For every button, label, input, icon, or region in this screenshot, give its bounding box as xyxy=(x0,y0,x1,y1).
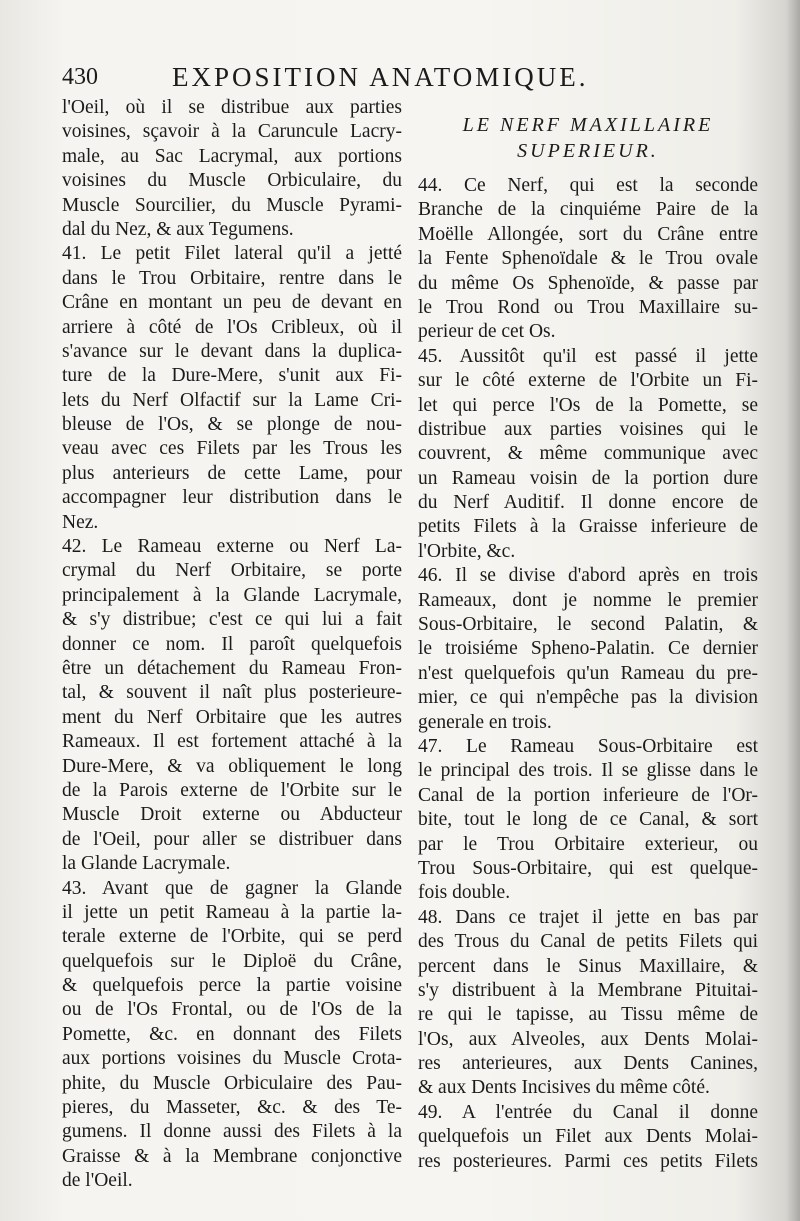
page-number: 430 xyxy=(62,64,98,90)
text-line: Rameaux. Il est fortement attaché à la xyxy=(62,731,402,753)
text-line: donner ce nom. Il paroît quelquefois xyxy=(62,633,402,655)
text-line: 43. Avant que de gagner la Glande xyxy=(62,877,402,899)
text-line: de l'Oeil, pour aller se distribuer dans xyxy=(62,828,402,850)
text-line: le troisiéme Spheno-Palatin. Ce dernier xyxy=(418,638,758,660)
text-line: le Trou Rond ou Trou Maxillaire su- xyxy=(418,296,758,318)
text-line: sur le côté externe de l'Orbite un Fi- xyxy=(418,370,758,392)
text-line: de l'Oeil. xyxy=(62,1170,133,1192)
text-line: pieres, du Masseter, &c. & des Te- xyxy=(62,1097,402,1119)
text-line: res anterieures, aux Dents Canines, xyxy=(418,1053,758,1075)
text-line: ture de la Dure-Mere, s'unit aux Fi- xyxy=(62,365,402,387)
page-edge-shadow xyxy=(786,0,800,1221)
text-line: petits Filets à la Graisse inferieure de xyxy=(418,516,758,538)
text-line: 46. Il se divise d'abord après en trois xyxy=(418,565,758,587)
text-line: s'y distribuent à la Membrane Pituitai- xyxy=(418,979,758,1001)
text-line: plus anterieurs de cette Lame, pour xyxy=(62,462,402,484)
text-line: tal, & souvent il naît plus posterieure- xyxy=(62,682,402,704)
text-line: couvrent, & même communique avec xyxy=(418,443,758,465)
text-line: 45. Aussitôt qu'il est passé il jette xyxy=(418,345,758,367)
text-line: 47. Le Rameau Sous-Orbitaire est xyxy=(418,735,758,757)
text-line: Nez. xyxy=(62,511,99,533)
text-line: percent dans le Sinus Maxillaire, & xyxy=(418,955,758,977)
text-line: le principal des trois. Il se glisse dans le xyxy=(418,760,758,782)
text-line: lets du Nerf Olfactif sur la Lame Cri- xyxy=(62,389,402,411)
text-line: veau avec ces Filets par les Trous les xyxy=(62,438,402,460)
text-line: Branche de la cinquiéme Paire de la xyxy=(418,199,758,221)
text-line: Pomette, &c. en donnant des Filets xyxy=(62,1023,402,1045)
page-header xyxy=(62,62,642,96)
text-line: generale en trois. xyxy=(418,711,552,733)
text-line: distribue aux parties voisines qui le xyxy=(418,418,758,440)
text-line: de la Parois externe de l'Orbite sur le xyxy=(62,779,402,801)
text-line: il jette un petit Rameau à la partie la- xyxy=(62,901,402,923)
text-line: 48. Dans ce trajet il jette en bas par xyxy=(418,906,758,928)
text-line: l'Os, aux Alveoles, aux Dents Molai- xyxy=(418,1028,758,1050)
text-line: du même Os Sphenoïde, & passe par xyxy=(418,272,758,294)
left-column xyxy=(62,96,402,1194)
text-line: quelquefois sur le Diploë du Crâne, xyxy=(62,950,402,972)
text-line: Trou Sous-Orbitaire, qui est quelque- xyxy=(418,857,758,879)
text-line: Rameaux, dont je nomme le premier xyxy=(418,589,758,611)
text-line: let qui perce l'Os de la Pomette, se xyxy=(418,394,758,416)
text-line: Muscle Sourcilier, du Muscle Pyrami- xyxy=(62,194,402,216)
text-line: la Fente Sphenoïdale & le Trou ovale xyxy=(418,248,758,270)
text-line: 42. Le Rameau externe ou Nerf La- xyxy=(62,536,402,558)
text-line: Muscle Droit externe ou Abducteur xyxy=(62,804,402,826)
text-line: 49. A l'entrée du Canal il donne xyxy=(418,1101,758,1123)
text-line: aux portions voisines du Muscle Crota- xyxy=(62,1048,402,1070)
text-line: bleuse de l'Os, & se plonge de nou- xyxy=(62,414,402,436)
text-line: n'est quelquefois qu'un Rameau du pre- xyxy=(418,662,758,684)
text-line: male, au Sac Lacrymal, aux portions xyxy=(62,145,402,167)
text-line: voisines du Muscle Orbiculaire, du xyxy=(62,170,402,192)
right-column-text xyxy=(418,174,758,1174)
text-line: dans le Trou Orbitaire, rentre dans le xyxy=(62,267,402,289)
text-line: voisines, sçavoir à la Caruncule Lacry- xyxy=(62,121,402,143)
text-line: crymal du Nerf Orbitaire, se porte xyxy=(62,560,402,582)
text-line: gumens. Il donne aussi des Filets à la xyxy=(62,1121,402,1143)
section-title-continued: SUPERIEUR. xyxy=(517,140,659,162)
text-line: res posterieures. Parmi ces petits Filets xyxy=(418,1150,758,1172)
text-line: & aux Dents Incisives du même côté. xyxy=(418,1077,710,1099)
text-line: s'avance sur le devant dans la duplica- xyxy=(62,340,402,362)
text-line: ou de l'Os Frontal, ou de l'Os de la xyxy=(62,999,402,1021)
text-line: ment du Nerf Orbitaire que les autres xyxy=(62,706,402,728)
text-line: Canal de la portion inferieure de l'Or- xyxy=(418,784,758,806)
text-line: bite, tout le long de ce Canal, & sort xyxy=(418,809,758,831)
text-line: phite, du Muscle Orbiculaire des Pau- xyxy=(62,1072,402,1094)
text-line: Sous-Orbitaire, le second Palatin, & xyxy=(418,614,758,636)
text-line: re qui le tapisse, au Tissu même de xyxy=(418,1004,758,1026)
text-line: fois double. xyxy=(418,882,511,904)
text-line: Moëlle Allongée, sort du Crâne entre xyxy=(418,223,758,245)
text-line: être un détachement du Rameau Fron- xyxy=(62,657,402,679)
text-line: mier, ce qui n'empêche pas la division xyxy=(418,687,758,709)
right-column xyxy=(418,112,758,1174)
text-line: perieur de cet Os. xyxy=(418,321,556,343)
text-line: & quelquefois perce la partie voisine xyxy=(62,975,402,997)
text-line: dal du Nez, & aux Tegumens. xyxy=(62,218,294,240)
text-line: arriere à côté de l'Os Cribleux, où il xyxy=(62,316,402,338)
text-line: 44. Ce Nerf, qui est la seconde xyxy=(418,175,758,196)
text-line: accompagner leur distribution dans le xyxy=(62,487,402,509)
text-line: quelquefois un Filet aux Dents Molai- xyxy=(418,1126,758,1148)
text-line: terale externe de l'Orbite, qui se perd xyxy=(62,926,402,948)
text-line: Dure-Mere, & va obliquement le long xyxy=(62,755,402,777)
text-line: la Glande Lacrymale. xyxy=(62,853,231,875)
text-line: par le Trou Orbitaire exterieur, ou xyxy=(418,833,758,855)
section-title: LE NERF MAXILLAIRE xyxy=(462,114,714,136)
text-line: du Nerf Auditif. Il donne encore de xyxy=(418,492,758,514)
text-line: Crâne en montant un peu de devant en xyxy=(62,292,402,314)
text-line: l'Orbite, &c. xyxy=(418,540,516,562)
text-line: & s'y distribue; c'est ce qui lui a fait xyxy=(62,609,402,631)
text-line: des Trous du Canal de petits Filets qui xyxy=(418,931,758,953)
text-line: 41. Le petit Filet lateral qu'il a jetté xyxy=(62,243,402,265)
text-line: un Rameau voisin de la portion dure xyxy=(418,467,758,489)
text-line: l'Oeil, où il se distribue aux parties xyxy=(62,97,402,118)
running-title: EXPOSITION ANATOMIQUE. xyxy=(172,62,589,92)
text-line: Graisse & à la Membrane conjonctive xyxy=(62,1145,402,1167)
text-line: principalement à la Glande Lacrymale, xyxy=(62,584,402,606)
